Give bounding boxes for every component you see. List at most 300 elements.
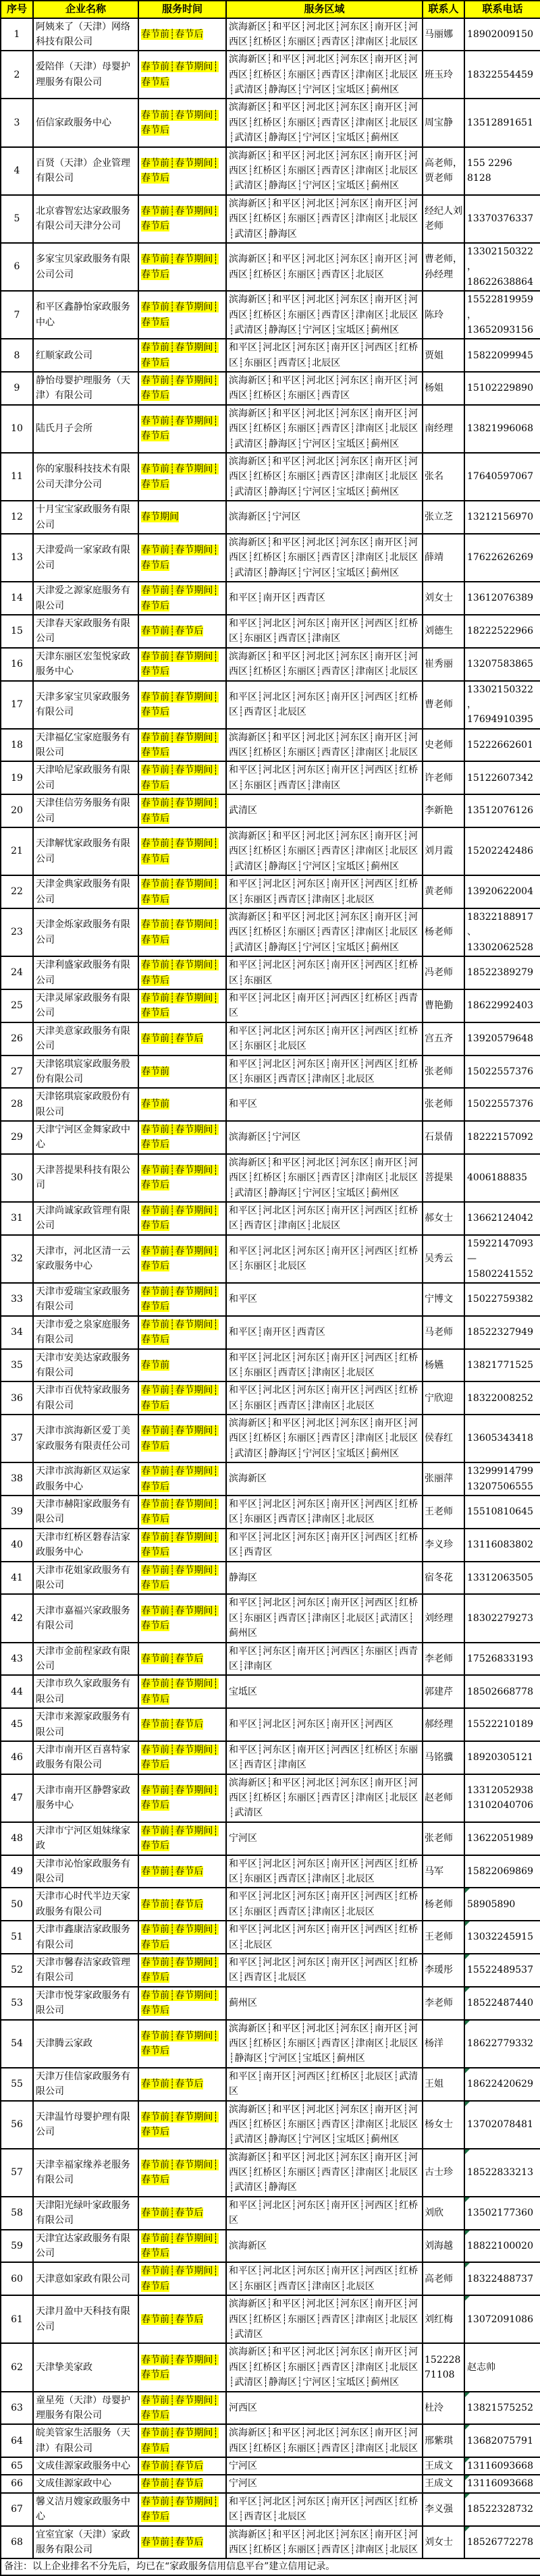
cell-serial: 28: [1, 1088, 33, 1121]
cell-company: 天津解忧家政服务有限公司: [33, 827, 138, 875]
cell-service-area: 和平区┊河北区┊河东区┊南开区┊河西区┊红桥区┊东丽区┊西青区┊津南区┊北辰区: [226, 1855, 423, 1888]
cell-contact: 陈玲: [423, 291, 464, 339]
cell-contact: 王姐: [423, 2068, 464, 2101]
cell-phone: 13605343418: [464, 1415, 540, 1462]
cell-phone: 18526772278: [464, 2526, 540, 2559]
note-row: [1, 2558, 540, 2575]
cell-service-area: 滨海新区┊和平区┊河北区┊河东区┊南开区┊河西区┊红桥区┊东丽区┊西青区┊津南区┊北辰区┊武清区┊静海区┊宁河区┊宝坻区┊蓟州区: [226, 2343, 423, 2391]
service-time-highlight: 春节前┊春节后: [141, 2313, 204, 2325]
service-time-highlight: 春节前┊春节期间┊春节后: [141, 1924, 219, 1950]
cell-company: 天津多家宝贝家政服务有限公司: [33, 681, 138, 729]
table-row: [1, 582, 540, 615]
table-row: [1, 501, 540, 534]
cell-service-area: 和平区┊河北区┊河东区┊南开区┊河西区┊红桥区┊东丽区┊西青区┊津南区┊北辰区: [226, 1349, 423, 1382]
cell-service-time: [138, 1283, 226, 1316]
table-row: [1, 1235, 540, 1283]
cell-error-marker-icon: [465, 2425, 470, 2430]
cell-phone: 15022557376: [464, 1056, 540, 1089]
cell-error-marker-icon: [465, 2021, 470, 2025]
cell-company: 陆氏月子会所: [33, 405, 138, 453]
cell-contact: 王成文: [423, 2475, 464, 2492]
cell-service-time: [138, 1708, 226, 1741]
cell-serial: 18: [1, 729, 33, 762]
cell-service-time: [138, 1154, 226, 1202]
cell-error-marker-icon: [465, 2527, 470, 2531]
cell-service-area: 滨海新区┊和平区┊河北区┊河东区┊南开区┊河西区┊红桥区┊东丽区┊西青区┊津南区┊北辰区┊静海区┊宁河区┊宝坻区┊蓟州区: [226, 2020, 423, 2068]
cell-service-time: [138, 582, 226, 615]
cell-serial: 32: [1, 1235, 33, 1283]
cell-serial: 24: [1, 956, 33, 989]
cell-serial: 68: [1, 2526, 33, 2559]
cell-phone: 13370376337: [464, 195, 540, 243]
cell-phone: 13302150322，18622638864: [464, 243, 540, 291]
cell-contact: 刘海越: [423, 2230, 464, 2263]
cell-phone: 15922147093—15802241552: [464, 1235, 540, 1283]
cell-service-time: [138, 1987, 226, 2020]
cell-phone: 15022557376: [464, 1088, 540, 1121]
cell-company: 天津市鑫康洁家政服务有限公司: [33, 1921, 138, 1954]
cell-service-time: [138, 2020, 226, 2068]
cell-serial: 66: [1, 2475, 33, 2492]
table-row: [1, 1741, 540, 1774]
service-time-highlight: 春节前┊春节期间┊春节后: [141, 2232, 219, 2259]
cell-service-area: 滨海新区: [226, 1462, 423, 1496]
cell-service-area: 和平区┊河北区┊河东区┊南开区┊河西区┊红桥区┊东丽区┊西青区┊津南区┊北辰区: [226, 1888, 423, 1921]
cell-phone: 15022759382: [464, 1283, 540, 1316]
service-time-highlight: 春节前┊春节期间┊春节后: [141, 798, 219, 824]
cell-error-marker-icon: [465, 2197, 470, 2202]
table-row: [1, 2295, 540, 2343]
cell-serial: 44: [1, 1675, 33, 1708]
service-time-highlight: 春节前┊春节后: [141, 2208, 204, 2219]
cell-error-marker-icon: [465, 2149, 470, 2154]
cell-serial: 19: [1, 761, 33, 794]
service-time-highlight: 春节前┊春节期间┊春节后: [141, 1784, 219, 1811]
cell-service-time: [138, 1462, 226, 1496]
table-row: [1, 1675, 540, 1708]
table-row: [1, 147, 540, 195]
cell-phone: 18622992403: [464, 989, 540, 1022]
table-row: [1, 615, 540, 648]
service-time-highlight: 春节前: [141, 1066, 169, 1077]
cell-contact: 薛靖: [423, 534, 464, 582]
cell-company: 宜室宜家（天津）家政服务有限公司: [33, 2526, 138, 2559]
column-header-phone: 联系电话: [464, 1, 540, 18]
service-time-highlight: 春节前┊春节后: [141, 1719, 204, 1730]
cell-company: 天津哈尼家政服务有限公司: [33, 761, 138, 794]
service-time-highlight: 春节前┊春节期间┊春节后: [141, 375, 219, 402]
cell-phone: 17640597067: [464, 453, 540, 501]
cell-serial: 12: [1, 501, 33, 534]
cell-contact: 冯老师: [423, 956, 464, 989]
cell-phone: 13512076126: [464, 794, 540, 827]
service-time-highlight: 春节前┊春节后: [141, 1898, 204, 1910]
cell-service-time: [138, 1954, 226, 1987]
service-time-highlight: 春节前┊春节期间┊春节后: [141, 464, 219, 490]
cell-serial: 13: [1, 534, 33, 582]
cell-service-area: 滨海新区┊和平区┊河北区┊河东区┊南开区┊河西区┊红桥区┊东丽区┊西青区┊北辰区: [226, 243, 423, 291]
cell-phone: 18920305121: [464, 1741, 540, 1774]
cell-phone: 18902009150: [464, 18, 540, 51]
cell-service-time: [138, 195, 226, 243]
cell-service-time: [138, 1316, 226, 1349]
table-row: [1, 2343, 540, 2391]
cell-serial: 31: [1, 1202, 33, 1235]
cell-serial: 54: [1, 2020, 33, 2068]
service-time-highlight: 春节前┊春节期间┊春节后: [141, 61, 219, 88]
cell-serial: 29: [1, 1121, 33, 1154]
cell-company: 馨义洁月嫂家政服务中心: [33, 2493, 138, 2526]
service-time-highlight: 春节前┊春节期间┊春节后: [141, 992, 219, 1019]
cell-phone: 13821771525: [464, 1349, 540, 1382]
cell-contact: 王老师: [423, 1921, 464, 1954]
cell-serial: 17: [1, 681, 33, 729]
table-row: [1, 2197, 540, 2230]
cell-contact: 王成文: [423, 2457, 464, 2475]
cell-company: 童星苑（天津）母婴护理服务有限公司: [33, 2392, 138, 2425]
cell-phone: 155 2296 8128: [464, 147, 540, 195]
cell-service-area: 和平区┊河北区┊河东区┊南开区┊河西区┊红桥区: [226, 2197, 423, 2230]
cell-serial: 5: [1, 195, 33, 243]
cell-phone: 18322554459: [464, 51, 540, 99]
cell-phone: 15822069869: [464, 1855, 540, 1888]
service-time-highlight: 春节前┊春节后: [141, 2536, 204, 2548]
cell-company: 天津爱尚一家家政有限公司: [33, 534, 138, 582]
cell-service-time: [138, 453, 226, 501]
cell-service-time: [138, 372, 226, 405]
cell-service-area: 和平区┊河北区┊河东区┊南开区┊河西区┊红桥区┊西青区: [226, 1529, 423, 1562]
cell-service-area: 滨海新区┊和平区┊河北区┊河东区┊南开区┊河西区┊红桥区┊东丽区┊西青区┊津南区┊北辰区: [226, 2424, 423, 2457]
cell-service-time: [138, 2149, 226, 2197]
table-row: [1, 405, 540, 453]
cell-phone: 15522819959，13652093156: [464, 291, 540, 339]
cell-service-time: [138, 2475, 226, 2492]
header-row: [1, 1, 540, 18]
cell-service-area: 滨海新区┊和平区┊河北区┊河东区┊南开区┊河西区┊红桥区┊东丽区┊西青区┊津南区┊北辰区┊武清区┊静海区┊宁河区┊宝坻区┊蓟州区: [226, 827, 423, 875]
cell-service-time: [138, 1675, 226, 1708]
service-time-highlight: 春节前┊春节期间┊春节后: [141, 919, 219, 946]
cell-serial: 58: [1, 2197, 33, 2230]
cell-service-time: [138, 648, 226, 681]
cell-company: 天津市滨海新区双运家政服务中心: [33, 1462, 138, 1496]
table-row: [1, 51, 540, 99]
service-time-highlight: 春节前┊春节期间┊春节后: [141, 1319, 219, 1346]
cell-phone: 13207583865: [464, 648, 540, 681]
cell-phone: 13212156970: [464, 501, 540, 534]
cell-service-time: [138, 2493, 226, 2526]
service-time-highlight: 春节前┊春节期间┊春节后: [141, 1744, 219, 1771]
cell-serial: 9: [1, 372, 33, 405]
cell-phone: 赵志帅: [464, 2343, 540, 2391]
cell-company: 天津幸福家缘养老服务有限公司: [33, 2149, 138, 2197]
table-row: [1, 1594, 540, 1642]
service-time-highlight: 春节前┊春节期间┊春节后: [141, 879, 219, 905]
cell-company: 天津爱之源家庭服务有限公司: [33, 582, 138, 615]
cell-contact: 张老师: [423, 1056, 464, 1089]
cell-service-area: 滨海新区┊宁河区: [226, 501, 423, 534]
table-row: [1, 1855, 540, 1888]
cell-phone: 18522389279: [464, 956, 540, 989]
cell-error-marker-icon: [465, 2230, 470, 2235]
cell-service-time: [138, 1921, 226, 1954]
cell-contact: 刘欣: [423, 2197, 464, 2230]
cell-company: 天津市来源家政服务有限公司: [33, 1708, 138, 1741]
cell-phone: 18502668778: [464, 1675, 540, 1708]
cell-serial: 20: [1, 794, 33, 827]
cell-phone: 18522328732: [464, 2493, 540, 2526]
cell-phone: 13502177360: [464, 2197, 540, 2230]
cell-service-time: [138, 827, 226, 875]
table-row: [1, 908, 540, 956]
table-body: [1, 18, 540, 2559]
table-row: [1, 2475, 540, 2492]
cell-service-time: [138, 2068, 226, 2101]
cell-phone: 18302279273: [464, 1594, 540, 1642]
cell-service-area: 滨海新区┊和平区┊河北区┊河东区┊南开区┊河西区┊红桥区┊东丽区┊西青区┊津南区┊北辰区┊武清区┊静海区: [226, 195, 423, 243]
table-row: [1, 2526, 540, 2559]
cell-contact: 赵老师: [423, 1774, 464, 1822]
cell-contact: 杨老师: [423, 908, 464, 956]
cell-company: 天津万佳信家政服务有限公司: [33, 2068, 138, 2101]
service-time-highlight: 春节期间: [141, 512, 179, 523]
cell-phone: 13032245915: [464, 1921, 540, 1954]
cell-contact: 刘月霞: [423, 827, 464, 875]
cell-company: 天津福亿宝家庭服务有限公司: [33, 729, 138, 762]
cell-service-area: 滨海新区┊和平区┊河北区┊河东区┊南开区┊河西区┊红桥区┊东丽区┊西青区┊津南区┊北辰区┊武清区┊静海区┊宁河区┊宝坻区┊蓟州区: [226, 291, 423, 339]
cell-service-area: 和平区┊河北区┊河东区┊南开区┊河西区┊红桥区┊东丽区┊西青区┊津南区: [226, 615, 423, 648]
service-time-highlight: 春节前┊春节期间┊春节后: [141, 1165, 219, 1191]
cell-contact: 曹艳勤: [423, 989, 464, 1022]
cell-company: 天津市心时代半边天家政服务有限公司: [33, 1888, 138, 1921]
cell-contact: 南经理: [423, 405, 464, 453]
service-time-highlight: 春节前┊春节后: [141, 1033, 204, 1044]
table-row: [1, 2493, 540, 2526]
table-row: [1, 794, 540, 827]
cell-service-time: [138, 2262, 226, 2295]
table-row: [1, 1202, 540, 1235]
service-time-highlight: 春节前┊春节期间┊春节后: [141, 838, 219, 865]
cell-company: 天津金烁家政服务有限公司: [33, 908, 138, 956]
cell-serial: 6: [1, 243, 33, 291]
cell-contact: 杨嬿: [423, 1349, 464, 1382]
cell-company: 天津市百优特家政服务有限公司: [33, 1381, 138, 1415]
cell-service-time: [138, 956, 226, 989]
cell-phone: 13116083802: [464, 1529, 540, 1562]
cell-service-area: 和平区┊河北区┊河东区┊南开区┊河西区┊红桥区┊东丽区┊北辰区: [226, 1235, 423, 1283]
table-row: [1, 18, 540, 51]
cell-phone: 13312063505: [464, 1562, 540, 1595]
cell-serial: 25: [1, 989, 33, 1022]
cell-service-area: 滨海新区┊和平区┊河北区┊河东区┊南开区┊河西区┊红桥区┊东丽区┊西青区┊津南区┊北辰区: [226, 729, 423, 762]
cell-company: 天津市爱之泉家庭服务有限公司: [33, 1316, 138, 1349]
cell-service-time: [138, 1088, 226, 1121]
table-row: [1, 99, 540, 146]
cell-company: 天津市南开区静磬家政服务中心: [33, 1774, 138, 1822]
table-row: [1, 372, 540, 405]
table-row: [1, 1349, 540, 1382]
cell-contact: 刘红梅: [423, 2295, 464, 2343]
table-row: [1, 729, 540, 762]
service-time-highlight: 春节前┊春节期间┊春节后: [141, 1205, 219, 1232]
cell-service-area: 和平区┊河北区┊河东区┊南开区┊河西区┊红桥区┊北辰区: [226, 1921, 423, 1954]
table-row: [1, 1121, 540, 1154]
table-row: [1, 1316, 540, 1349]
service-time-highlight: 春节前┊春节期间┊春节后: [141, 157, 219, 184]
table-row: [1, 1888, 540, 1921]
cell-contact: 张老师: [423, 1822, 464, 1855]
cell-service-area: 和平区┊南开区┊西青区: [226, 582, 423, 615]
table-row: [1, 1496, 540, 1529]
cell-service-area: 河西区: [226, 2392, 423, 2425]
cell-error-marker-icon: [465, 2392, 470, 2397]
table-row: [1, 1056, 540, 1089]
cell-service-time: [138, 681, 226, 729]
cell-service-area: 和平区┊河北区┊河东区┊南开区┊河西区┊红桥区┊西青区┊北辰区: [226, 2493, 423, 2526]
table-row: [1, 291, 540, 339]
cell-phone: 15822099945: [464, 339, 540, 372]
service-time-highlight: 春节前┊春节期间┊春节后: [141, 732, 219, 759]
table-row: [1, 989, 540, 1022]
service-time-highlight: 春节前┊春节期间┊春节后: [141, 1990, 219, 2017]
cell-serial: 51: [1, 1921, 33, 1954]
table-row: [1, 2457, 540, 2475]
service-time-highlight: 春节前┊春节后: [141, 28, 204, 40]
cell-contact: 宿冬花: [423, 1562, 464, 1595]
cell-service-area: 滨海新区┊和平区┊河北区┊河东区┊南开区┊河西区┊红桥区┊东丽区┊西青区┊津南区┊北辰区┊武清区┊静海区┊宁河区┊宝坻区┊蓟州区: [226, 51, 423, 99]
cell-serial: 65: [1, 2457, 33, 2475]
cell-service-area: 滨海新区┊和平区┊河北区┊河东区┊南开区┊河西区┊红桥区┊东丽区┊西青区┊津南区┊北辰区┊武清区┊静海区┊宁河区┊宝坻区┊蓟州区: [226, 405, 423, 453]
cell-service-area: 滨海新区┊和平区┊河北区┊河东区┊南开区┊河西区┊红桥区┊东丽区┊西青区: [226, 372, 423, 405]
cell-company: 天津温竹母婴护理有限公司: [33, 2101, 138, 2149]
cell-service-time: [138, 908, 226, 956]
cell-phone: 15522210189: [464, 1708, 540, 1741]
service-time-highlight: 春节前┊春节期间┊春节后: [141, 2266, 219, 2292]
service-time-highlight: 春节前┊春节期间┊春节后: [141, 1499, 219, 1525]
cell-serial: 14: [1, 582, 33, 615]
cell-contact: 杨女士: [423, 2101, 464, 2149]
column-header-serial: 序号: [1, 1, 33, 18]
cell-company: 百贤（天津）企业管理有限公司: [33, 147, 138, 195]
cell-phone: 13920622004: [464, 875, 540, 908]
cell-phone: 18622779332: [464, 2020, 540, 2068]
cell-contact: 周宝静: [423, 99, 464, 146]
service-time-highlight: 春节前┊春节期间┊春节后: [141, 545, 219, 571]
cell-service-area: 蓟州区: [226, 1987, 423, 2020]
cell-phone: 15102229890: [464, 372, 540, 405]
table-row: [1, 1154, 540, 1202]
cell-company: 天津挚美家政: [33, 2343, 138, 2391]
cell-service-time: [138, 1415, 226, 1462]
cell-service-time: [138, 1562, 226, 1595]
cell-contact: 马丽娜: [423, 18, 464, 51]
cell-contact: 曹老师，孙经理: [423, 243, 464, 291]
cell-service-area: 和平区┊河北区┊河东区┊南开区┊河西区┊红桥区┊东丽区┊西青区┊津南区┊北辰区┊武清区┊蓟州区: [226, 1594, 423, 1642]
cell-company: 天津意如家政有限公司: [33, 2262, 138, 2295]
service-time-highlight: 春节前┊春节期间┊春节后: [141, 416, 219, 442]
cell-serial: 45: [1, 1708, 33, 1741]
cell-serial: 63: [1, 2392, 33, 2425]
cell-serial: 3: [1, 99, 33, 146]
cell-service-time: [138, 1235, 226, 1283]
cell-phone: 18322188917、13302062528: [464, 908, 540, 956]
cell-service-area: 静海区: [226, 1562, 423, 1595]
table-row: [1, 243, 540, 291]
cell-service-time: [138, 1381, 226, 1415]
table-row: [1, 1562, 540, 1595]
cell-contact: 张名: [423, 453, 464, 501]
cell-contact: 张老师: [423, 1088, 464, 1121]
cell-company: 天津市馨春洁家政管理有限公司: [33, 1954, 138, 1987]
cell-service-area: 武清区: [226, 794, 423, 827]
cell-serial: 39: [1, 1496, 33, 1529]
cell-contact: 杨洋: [423, 2020, 464, 2068]
cell-service-time: [138, 1349, 226, 1382]
service-time-highlight: 春节前┊春节期间┊春节后: [141, 960, 219, 986]
cell-company: 天津东丽区宏玺悦家政服务中心: [33, 648, 138, 681]
cell-serial: 42: [1, 1594, 33, 1642]
cell-phone: 13920579648: [464, 1022, 540, 1056]
cell-company: 天津美意家政服务有限公司: [33, 1022, 138, 1056]
service-time-highlight: 春节前┊春节期间┊春节后: [141, 1678, 219, 1705]
cell-phone: 13512891651: [464, 99, 540, 146]
cell-serial: 37: [1, 1415, 33, 1462]
cell-phone: 13116093668: [464, 2475, 540, 2492]
cell-phone: 15510810645: [464, 1496, 540, 1529]
cell-service-time: [138, 501, 226, 534]
cell-company: 天津市悦芽家政服务有限公司: [33, 1987, 138, 2020]
cell-service-area: 滨海新区┊和平区┊河北区┊河东区┊南开区┊河西区┊红桥区┊东丽区┊西青区┊津南区┊北辰区: [226, 18, 423, 51]
cell-service-area: 滨海新区┊和平区┊河北区┊河东区┊南开区┊河西区┊红桥区┊东丽区┊西青区┊津南区┊北辰区┊武清区┊静海区┊宁河区┊宝坻区┊蓟州区: [226, 147, 423, 195]
cell-contact: 宁欣迎: [423, 1381, 464, 1415]
service-time-highlight: 春节前: [141, 1099, 169, 1110]
cell-service-area: 和平区┊河北区┊河东区┊南开区┊河西区┊红桥区┊东丽区┊西青区┊津南区┊北辰区: [226, 1056, 423, 1089]
service-time-highlight: 春节前┊春节期间┊春节后: [141, 2030, 219, 2057]
cell-service-time: [138, 875, 226, 908]
cell-service-area: 和平区┊河北区┊河东区┊南开区┊河西区┊红桥区┊东丽区┊西青区┊津南区┊北辰区: [226, 1381, 423, 1415]
cell-company: 天津月盈中天科技有限公司: [33, 2295, 138, 2343]
cell-serial: 36: [1, 1381, 33, 1415]
cell-phone: 18222522966: [464, 615, 540, 648]
cell-phone: 13662124042: [464, 1202, 540, 1235]
cell-company: 文成佳源家政服务中心: [33, 2457, 138, 2475]
cell-error-marker-icon: [465, 1988, 470, 1992]
cell-error-marker-icon: [465, 1888, 470, 1893]
cell-serial: 7: [1, 291, 33, 339]
cell-service-area: 和平区┊河东区┊南开区┊河西区┊东丽区┊西青区┊津南区: [226, 1643, 423, 1676]
cell-phone: 13302150322，17694910395: [464, 681, 540, 729]
cell-company: 多家宝贝家政服务有限公司公司: [33, 243, 138, 291]
cell-company: 天津阳光绿叶家政服务有限公司: [33, 2197, 138, 2230]
cell-serial: 46: [1, 1741, 33, 1774]
cell-service-time: [138, 2424, 226, 2457]
cell-phone: 15202242486: [464, 827, 540, 875]
table-row: [1, 2424, 540, 2457]
cell-service-area: 和平区┊河北区┊河东区┊南开区┊河西区┊红桥区┊西青区┊北辰区: [226, 681, 423, 729]
cell-phone: 4006188835: [464, 1154, 540, 1202]
cell-phone: 18222157092: [464, 1121, 540, 1154]
cell-service-area: 和平区┊河北区┊河东区┊南开区┊河西区┊红桥区┊东丽区┊北辰区: [226, 1022, 423, 1056]
cell-serial: 61: [1, 2295, 33, 2343]
cell-company: 天津市金前程家政有限公司: [33, 1643, 138, 1676]
cell-service-area: 和平区┊河北区┊河东区┊南开区┊河西区┊红桥区┊东丽区┊西青区┊津南区┊北辰区: [226, 2262, 423, 2295]
cell-service-area: 宁河区: [226, 2457, 423, 2475]
cell-service-time: [138, 1774, 226, 1822]
table-row: [1, 2230, 540, 2263]
table-row: [1, 1381, 540, 1415]
column-header-service-area: 服务区域: [226, 1, 423, 18]
cell-serial: 55: [1, 2068, 33, 2101]
cell-service-time: [138, 99, 226, 146]
